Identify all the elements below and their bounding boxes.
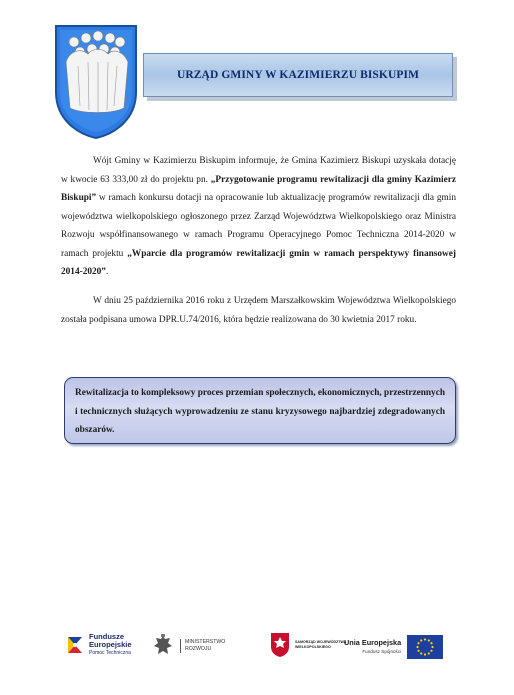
polish-eagle-icon	[152, 633, 174, 659]
paragraph-announcement	[61, 152, 456, 282]
header-banner	[143, 53, 453, 97]
region-logo	[270, 632, 346, 658]
fundusze-europejskie-logo	[65, 633, 132, 657]
eu-funds-star-icon	[65, 633, 85, 657]
paragraph-agreement: W dniu 25 października 2016 roku z Urzędem Marszałkowskim Województwa Wielkopolskiego została podpisana umowa DPR.U.74/2016, która będzie realizowana do 30 kwietnia 2017 roku.	[61, 296, 456, 325]
region-line1: SAMORZĄD WOJEWÓDZTWA	[295, 640, 347, 644]
fe-name-line2: Europejskie	[89, 640, 132, 649]
region-line2: WIELKOPOLSKIEGO	[295, 645, 331, 649]
region-shield-icon	[270, 632, 290, 658]
fe-name-line1: Fundusze	[89, 632, 124, 641]
paragraph1-middle: w ramach konkursu dotacji na opracowanie lub aktualizację programów rewitalizacji dla gmin województwa wielkopolskiego ogłoszonego przez Zarząd Województwa Wielkopolskiego oraz Ministra Rozwoju współfinansowanego w ramach Programu Operacyjnego Pomoc Techniczna 2014-2020 w ramach projektu	[61, 193, 456, 259]
eu-flag-icon	[407, 635, 443, 659]
ministry-logo	[152, 633, 225, 659]
definition-text: Rewitalizacja to kompleksowy proces przemian społecznych, ekonomicznych, przestrzennych i technicznych służących wyprowadzeniu ze stanu kryzysowego najbardziej zdegradowanych obszarów.	[75, 388, 445, 435]
ministry-line2: ROZWOJU	[185, 646, 212, 652]
definition-box	[64, 377, 456, 444]
paragraph1-intro: Wójt Gminy w Kazimierzu Biskupim informuje, że Gmina Kazimierz Biskupi uzyskała dotację w kwocie 63 333,00 zł do projektu pn.	[61, 156, 456, 185]
eu-name: Unia Europejska	[344, 638, 402, 647]
project-title: „Przygotowanie programu rewitalizacji dla gminy Kazimierz Biskupi”	[61, 174, 456, 203]
paragraph1-end: .	[105, 267, 109, 277]
ministry-line1: MINISTERSTWO	[185, 639, 226, 645]
page-title: URZĄD GMINY W KAZIMIERZU BISKUPIM	[176, 69, 420, 81]
fe-program: Pomoc Techniczna	[89, 650, 131, 656]
eu-logo	[344, 635, 443, 659]
eu-fund: Fundusz Spójności	[362, 649, 402, 654]
coat-of-arms-icon	[52, 22, 140, 140]
program-title: „Wparcie dla programów rewitalizacji gmin w ramach perspektywy finansowej 2014-2020”	[61, 248, 456, 277]
footer-logos	[0, 625, 514, 675]
